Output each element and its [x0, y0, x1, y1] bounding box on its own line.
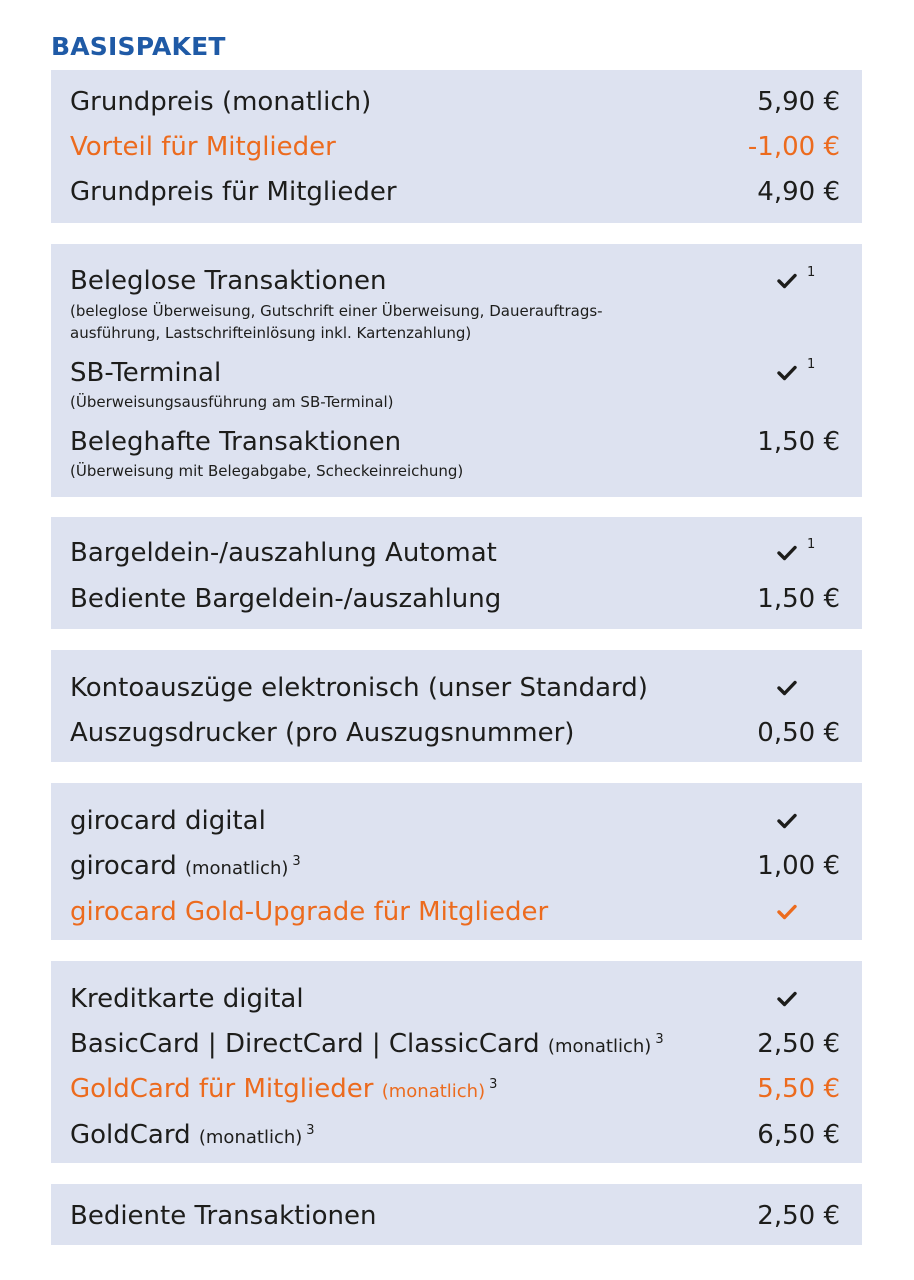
page-title: BASISPAKET	[51, 32, 226, 61]
price-section-bediente-transaktionen	[51, 1184, 862, 1245]
girocard-label-group	[70, 852, 301, 883]
bediente-transaktionen-price: 2,50 €	[757, 1201, 840, 1231]
check-icon	[777, 674, 803, 702]
grundpreis-mitglieder-price: 4,90 €	[757, 177, 840, 207]
grundpreis-price: 5,90 €	[757, 87, 840, 117]
check-icon	[777, 807, 803, 835]
goldcard-mitglieder-price: 5,50 €	[757, 1074, 840, 1104]
kreditkarte-digital-label: Kreditkarte digital	[70, 984, 304, 1014]
beleglos-description-cont: ausführung, Lastschrifteinlösung inkl. Kartenzahlung)	[70, 324, 472, 342]
girocard-gold-label: girocard Gold-Upgrade für Mitglieder	[70, 897, 549, 927]
goldcard-period: (monatlich)	[198, 1127, 303, 1148]
elektronisch-label: Kontoauszüge elektronisch (unser Standard)	[70, 673, 648, 703]
beleghaft-label: Beleghafte Transaktionen	[70, 427, 402, 457]
price-section-kreditkarte	[51, 961, 862, 1163]
vorteil-price: -1,00 €	[747, 132, 840, 162]
beleglos-label: Beleglose Transaktionen	[70, 266, 387, 296]
footnote-marker: 3	[489, 1077, 498, 1092]
check-icon	[777, 539, 803, 567]
footnote-marker: 3	[655, 1032, 664, 1047]
automat-label: Bargeldein-/auszahlung Automat	[70, 538, 497, 568]
basiccard-label: BasicCard | DirectCard | ClassicCard	[70, 1029, 540, 1059]
sb-terminal-description: (Überweisungsausführung am SB-Terminal)	[70, 393, 394, 411]
check-icon	[777, 985, 803, 1013]
price-section-grundpreis	[51, 70, 862, 223]
sb-terminal-label: SB-Terminal	[70, 358, 222, 388]
basiccard-price: 2,50 €	[757, 1029, 840, 1059]
footnote-marker: 3	[306, 1123, 315, 1138]
footnote-marker: 1	[807, 357, 816, 372]
footnote-marker: 1	[807, 537, 816, 552]
beleghaft-description: (Überweisung mit Belegabgabe, Scheckeinreichung)	[70, 462, 464, 480]
goldcard-label-group	[70, 1121, 315, 1152]
goldcard-mitglieder-period: (monatlich)	[381, 1081, 486, 1102]
goldcard-label: GoldCard	[70, 1120, 191, 1150]
girocard-price: 1,00 €	[757, 851, 840, 881]
price-section-bargeld	[51, 517, 862, 629]
price-section-transaktionen	[51, 244, 862, 497]
check-icon	[777, 267, 803, 295]
check-icon	[777, 359, 803, 387]
basiccard-label-group	[70, 1030, 664, 1061]
grundpreis-mitglieder-label: Grundpreis für Mitglieder	[70, 177, 397, 207]
price-section-girocard	[51, 783, 862, 940]
price-section-kontoauszuege	[51, 650, 862, 762]
bediente-transaktionen-label: Bediente Transaktionen	[70, 1201, 377, 1231]
girocard-label: girocard	[70, 851, 177, 881]
beleglos-description: (beleglose Überweisung, Gutschrift einer Überweisung, Dauerauftrags-	[70, 302, 603, 320]
beleghaft-price: 1,50 €	[757, 427, 840, 457]
girocard-period: (monatlich)	[184, 858, 289, 879]
footnote-marker: 3	[292, 854, 301, 869]
girocard-digital-label: girocard digital	[70, 806, 266, 836]
goldcard-price: 6,50 €	[757, 1120, 840, 1150]
auszugsdrucker-price: 0,50 €	[757, 718, 840, 748]
basiccard-period: (monatlich)	[547, 1036, 652, 1057]
bedient-label: Bediente Bargeldein-/auszahlung	[70, 584, 502, 614]
grundpreis-label: Grundpreis (monatlich)	[70, 87, 372, 117]
auszugsdrucker-label: Auszugsdrucker (pro Auszugsnummer)	[70, 718, 575, 748]
vorteil-label: Vorteil für Mitglieder	[70, 132, 336, 162]
check-icon	[777, 898, 803, 926]
goldcard-mitglieder-label: GoldCard für Mitglieder	[70, 1074, 374, 1104]
bedient-price: 1,50 €	[757, 584, 840, 614]
goldcard-mitglieder-label-group	[70, 1075, 497, 1106]
footnote-marker: 1	[807, 265, 816, 280]
